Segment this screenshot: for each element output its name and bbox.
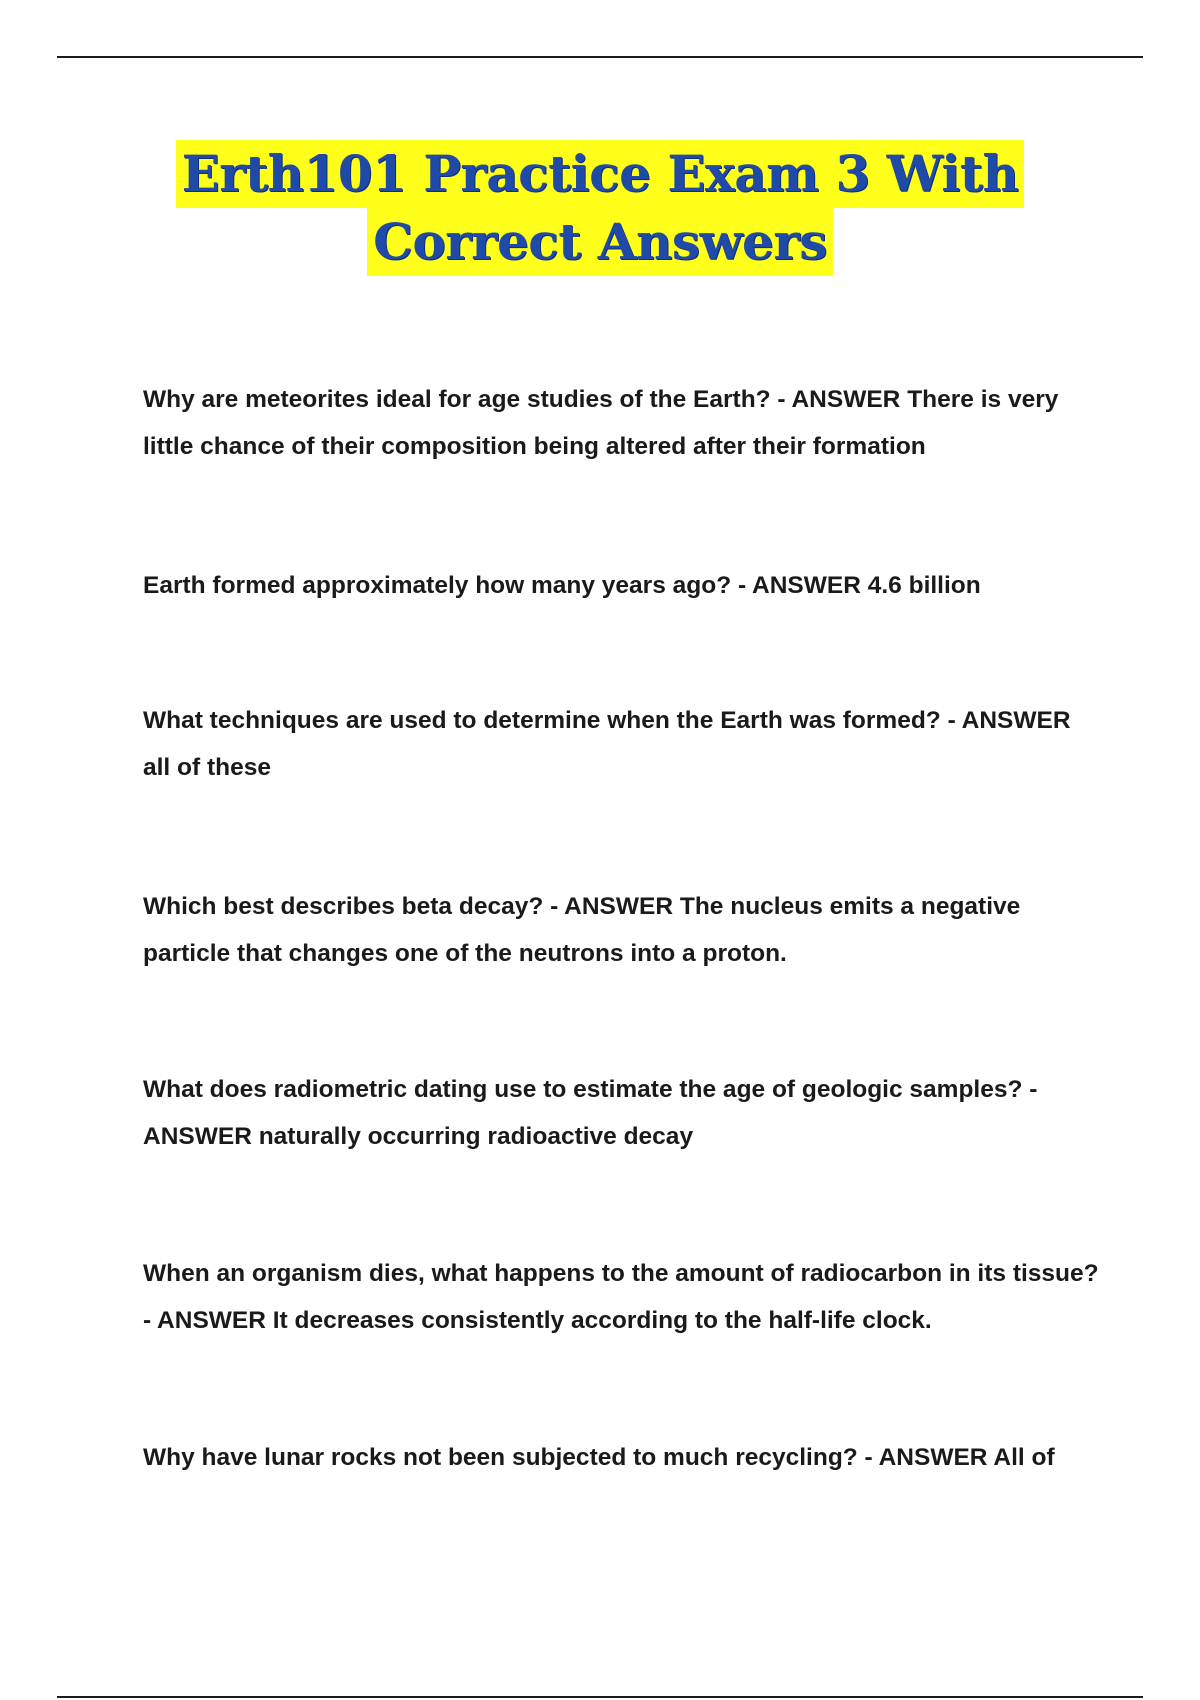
question-text: Why are meteorites ideal for age studies of the Earth? (143, 386, 771, 413)
qa-item-6 (143, 1250, 1103, 1344)
question-text: When an organism dies, what happens to the amount of radiocarbon in its tissue? (143, 1260, 1099, 1287)
answer-text: There is very little chance of their composition being altered after their formation (143, 386, 1059, 460)
bottom-rule (57, 1696, 1143, 1698)
answer-separator: - ANSWER (143, 1076, 1038, 1150)
answer-text: It decreases consistently according to the half-life clock. (272, 1307, 932, 1334)
top-rule (57, 56, 1143, 58)
qa-item-2 (143, 562, 1103, 609)
qa-item-5 (143, 1066, 1103, 1160)
qa-item-4 (143, 883, 1103, 977)
question-text: What techniques are used to determine when the Earth was formed? (143, 707, 941, 734)
answer-text: All of (993, 1444, 1055, 1471)
question-text: Earth formed approximately how many years ago? (143, 572, 732, 599)
answer-separator: - ANSWER (731, 572, 868, 599)
qa-item-3 (143, 697, 1103, 791)
qa-item-1 (143, 376, 1103, 470)
qa-item-7 (143, 1434, 1103, 1481)
question-text: What does radiometric dating use to estimate the age of geologic samples? (143, 1076, 1023, 1103)
document-title (0, 140, 1200, 276)
answer-separator: - ANSWER (143, 1307, 273, 1334)
answer-text: 4.6 billion (867, 572, 981, 599)
answer-text: all of these (143, 754, 271, 781)
answer-text: The nucleus emits a negative particle that changes one of the neutrons into a proton. (143, 893, 1021, 967)
answer-separator: - ANSWER (770, 386, 908, 413)
question-text: Which best describes beta decay? (143, 893, 544, 920)
title-line-2: Correct Answers (367, 208, 833, 276)
title-line-1: Erth101 Practice Exam 3 With (176, 140, 1025, 208)
answer-text: naturally occurring radioactive decay (258, 1123, 694, 1150)
question-text: Why have lunar rocks not been subjected to much recycling? (143, 1444, 858, 1471)
answer-separator: - ANSWER (857, 1444, 994, 1471)
answer-separator: - ANSWER (940, 707, 1071, 734)
answer-separator: - ANSWER (543, 893, 680, 920)
